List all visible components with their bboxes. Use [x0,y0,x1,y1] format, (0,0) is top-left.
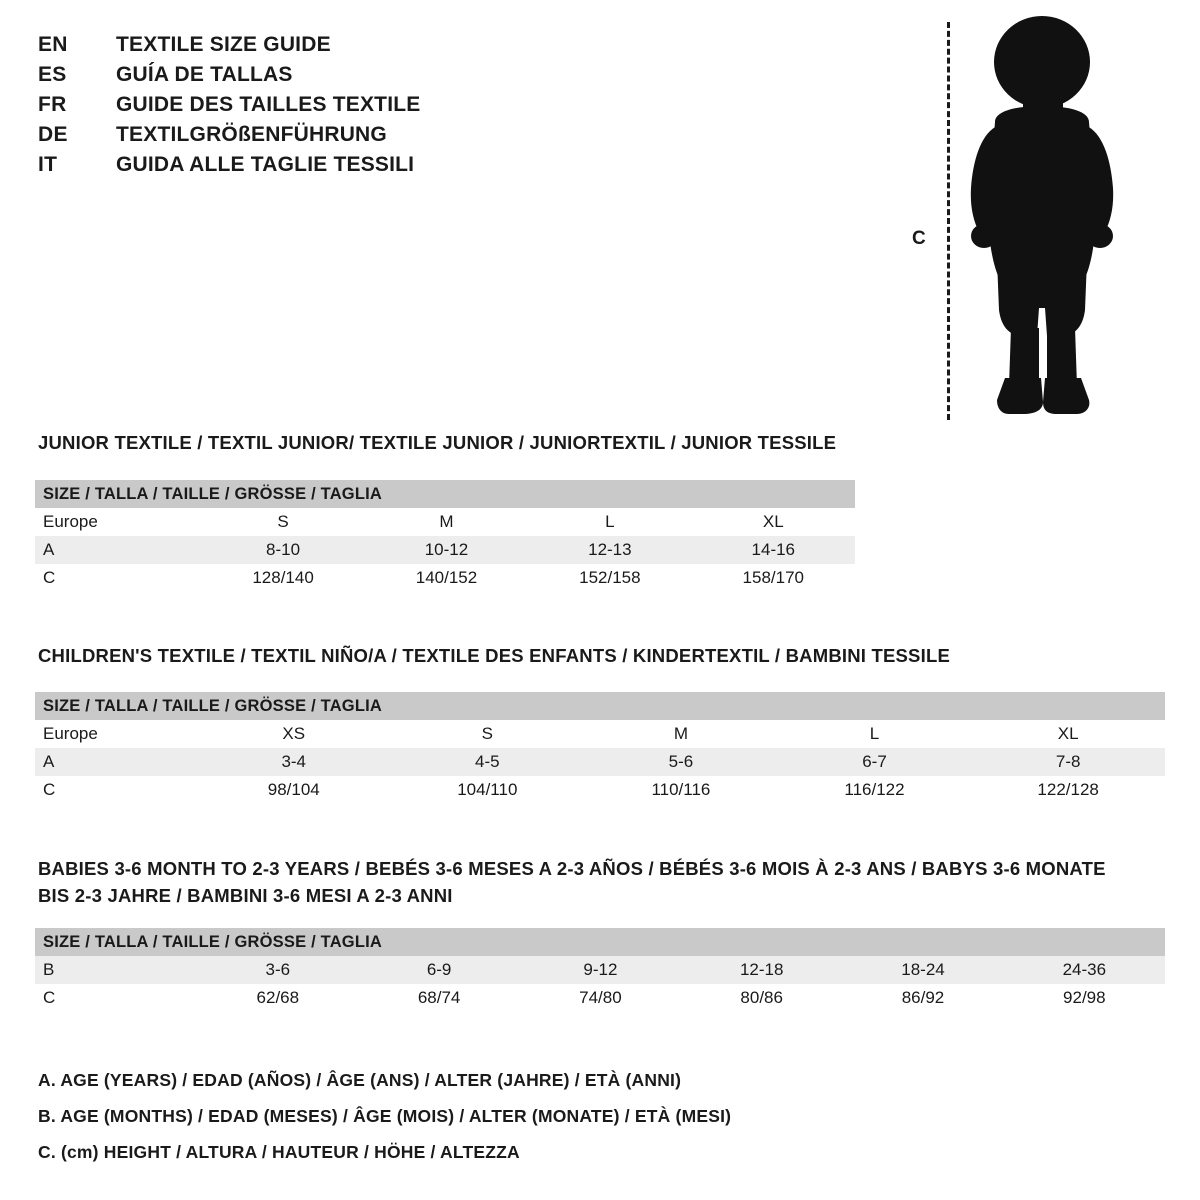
language-row-it [38,150,598,180]
junior-size-table [35,480,855,592]
junior-row-a-2: 12-13 [528,536,691,564]
language-code-es: ES [38,63,67,86]
babies-row-b-0: 3-6 [197,956,358,984]
children-row-c-0: 98/104 [197,776,391,804]
table-row [35,776,1165,804]
child-silhouette-icon [935,10,1155,420]
language-row-fr [38,90,598,120]
junior-size-2: L [528,508,691,536]
children-row-c-label: C [35,776,197,804]
children-table-header: SIZE / TALLA / TAILLE / GRÖSSE / TAGLIA [35,692,1165,720]
babies-size-table [35,928,1165,1012]
junior-region-label: Europe [35,508,201,536]
children-size-table [35,692,1165,804]
children-region-label: Europe [35,720,197,748]
table-row [35,536,855,564]
language-title-it: GUIDA ALLE TAGLIE TESSILI [116,153,415,176]
language-title-en: TEXTILE SIZE GUIDE [116,33,331,56]
language-code-fr: FR [38,93,67,116]
section-heading-children: CHILDREN'S TEXTILE / TEXTIL NIÑO/A / TEXTILE DES ENFANTS / KINDERTEXTIL / BAMBINI TESSILE [38,645,950,666]
language-code-de: DE [38,123,68,146]
junior-size-0: S [201,508,364,536]
babies-row-c-4: 86/92 [842,984,1003,1012]
height-marker-label: C [912,228,926,249]
junior-row-a-3: 14-16 [692,536,855,564]
babies-row-c-5: 92/98 [1004,984,1165,1012]
language-code-it: IT [38,153,58,176]
language-code-en: EN [38,33,68,56]
children-row-a-4: 7-8 [971,748,1165,776]
section-heading-junior: JUNIOR TEXTILE / TEXTIL JUNIOR/ TEXTILE JUNIOR / JUNIORTEXTIL / JUNIOR TESSILE [38,432,837,453]
children-size-1: S [391,720,585,748]
babies-row-b-4: 18-24 [842,956,1003,984]
junior-size-3: XL [692,508,855,536]
children-size-0: XS [197,720,391,748]
junior-row-a-label: A [35,536,201,564]
children-row-c-4: 122/128 [971,776,1165,804]
measurement-figure [890,10,1170,420]
junior-row-a-0: 8-10 [201,536,364,564]
babies-table-header: SIZE / TALLA / TAILLE / GRÖSSE / TAGLIA [35,928,1165,956]
junior-row-a-1: 10-12 [365,536,528,564]
children-size-4: XL [971,720,1165,748]
language-row-en [38,30,598,60]
section-heading-babies: BABIES 3-6 MONTH TO 2-3 YEARS / BEBÉS 3-6 MESES A 2-3 AÑOS / BÉBÉS 3-6 MOIS À 2-3 ANS / BABYS 3-6 MONATE BIS 2-3 JAHRE / BAMBINI 3-6 MESI A 2-3 ANNI [38,858,1106,906]
babies-row-b-2: 9-12 [520,956,681,984]
junior-row-c-2: 152/158 [528,564,691,592]
table-row [35,928,1165,956]
babies-row-c-label: C [35,984,197,1012]
table-row [35,480,855,508]
junior-row-c-label: C [35,564,201,592]
language-title-de: TEXTILGRÖßENFÜHRUNG [116,123,387,146]
table-row [35,692,1165,720]
junior-row-c-3: 158/170 [692,564,855,592]
babies-row-c-2: 74/80 [520,984,681,1012]
language-title-fr: GUIDE DES TAILLES TEXTILE [116,93,421,116]
children-row-a-2: 5-6 [584,748,778,776]
language-title-es: GUÍA DE TALLAS [116,63,293,86]
babies-row-b-1: 6-9 [358,956,519,984]
babies-row-b-3: 12-18 [681,956,842,984]
junior-row-c-0: 128/140 [201,564,364,592]
children-size-3: L [778,720,972,748]
language-row-es [38,60,598,90]
table-row [35,564,855,592]
babies-row-b-5: 24-36 [1004,956,1165,984]
children-row-c-1: 104/110 [391,776,585,804]
junior-size-1: M [365,508,528,536]
children-size-2: M [584,720,778,748]
table-row [35,748,1165,776]
children-row-a-3: 6-7 [778,748,972,776]
babies-row-b-label: B [35,956,197,984]
table-row [35,956,1165,984]
babies-row-c-3: 80/86 [681,984,842,1012]
language-title-block [38,30,598,180]
babies-row-c-1: 68/74 [358,984,519,1012]
children-row-a-1: 4-5 [391,748,585,776]
children-row-c-3: 116/122 [778,776,972,804]
legend-line-c: C. (cm) HEIGHT / ALTURA / HAUTEUR / HÖHE / ALTEZZA [38,1142,520,1162]
junior-row-c-1: 140/152 [365,564,528,592]
babies-row-c-0: 62/68 [197,984,358,1012]
children-row-a-0: 3-4 [197,748,391,776]
children-row-c-2: 110/116 [584,776,778,804]
language-row-de [38,120,598,150]
legend-line-a: A. AGE (YEARS) / EDAD (AÑOS) / ÂGE (ANS) / ALTER (JAHRE) / ETÀ (ANNI) [38,1070,682,1090]
table-row [35,984,1165,1012]
legend-line-b: B. AGE (MONTHS) / EDAD (MESES) / ÂGE (MOIS) / ALTER (MONATE) / ETÀ (MESI) [38,1106,732,1126]
table-row [35,720,1165,748]
table-row [35,508,855,536]
junior-table-header: SIZE / TALLA / TAILLE / GRÖSSE / TAGLIA [35,480,855,508]
children-row-a-label: A [35,748,197,776]
